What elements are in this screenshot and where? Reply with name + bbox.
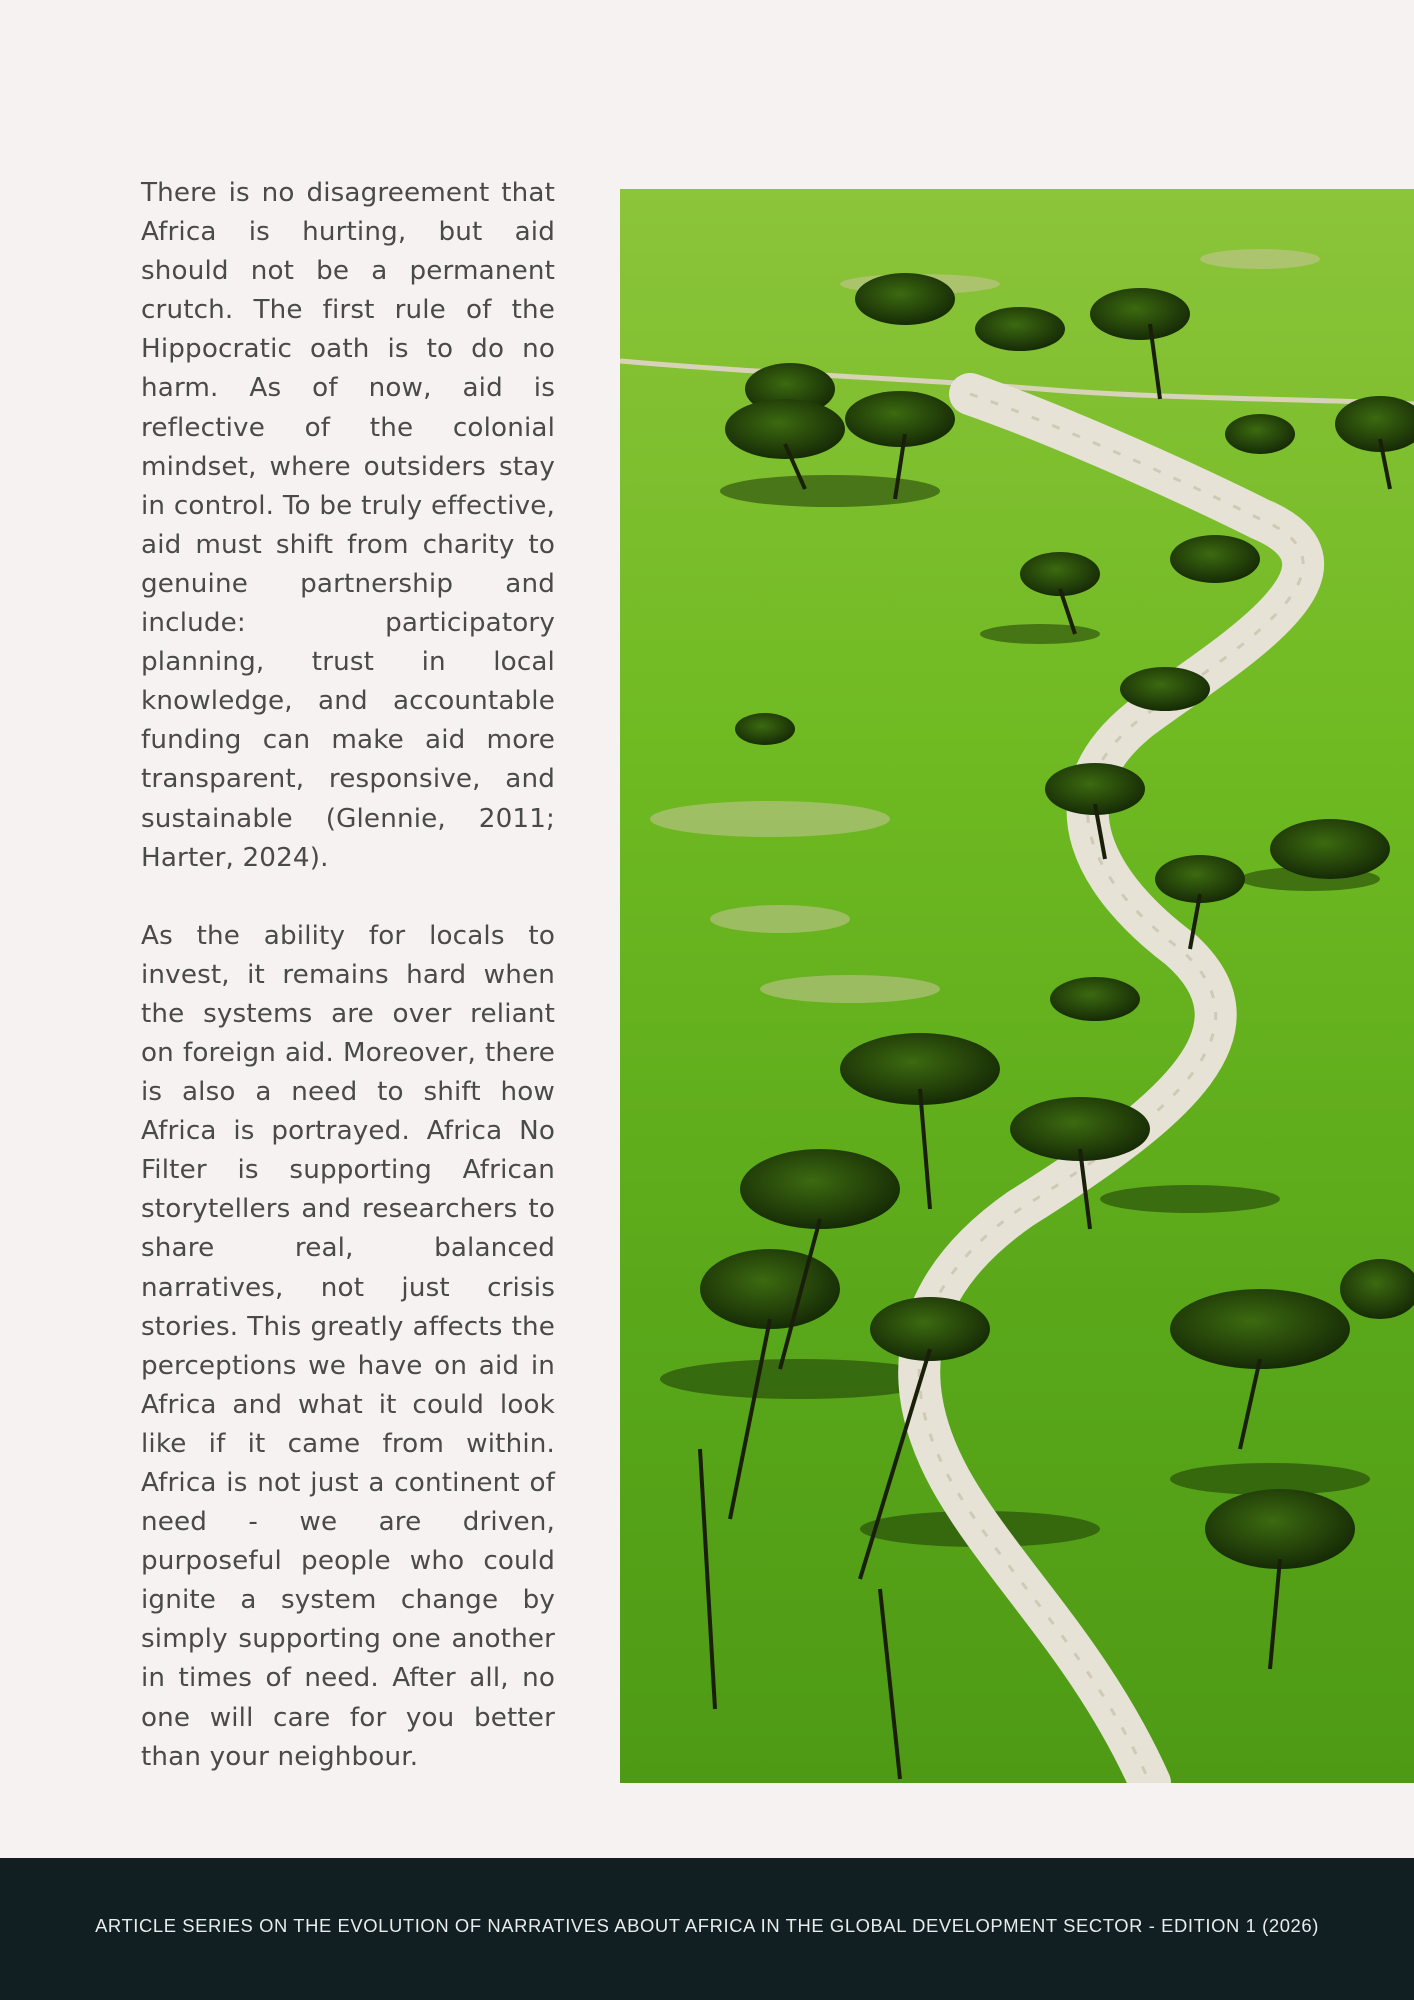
footer-series-caption: ARTICLE SERIES ON THE EVOLUTION OF NARRATIVES ABOUT AFRICA IN THE GLOBAL DEVELOPMENT SECTOR - EDITION 1 (2026): [95, 1915, 1319, 1936]
savanna-road-illustration: [620, 189, 1414, 1783]
article-paragraph-2: As the ability for locals to invest, it remains hard when the systems are over reliant on foreign aid. Moreover, there is also a need to shift how Africa is portrayed. Africa No Filter is supporting African storytellers and researchers to share real, balanced narratives, not just crisis stories. This greatly affects the perceptions we have on aid in Africa and what it could look like if it came from within. Africa is not just a continent of need - we are driven, purposeful people who could ignite a system change by simply supporting one another in times of need. After all, no one will care for you better than your neighbour.: [141, 920, 555, 1772]
article-paragraph-1: There is no disagreement that Africa is hurting, but aid should not be a permanent crutch. The first rule of the Hippocratic oath is to do no harm. As of now, aid is reflective of the colonial mindset, where outsiders stay in control. To be truly effective, aid must shift from charity to genuine partnership and include: participatory planning, trust in local knowledge, and accountable funding can make aid more transparent, responsive, and sustainable (Glennie, 2011; Harter, 2024).: [141, 178, 555, 873]
footer-bar: [0, 1858, 1414, 2000]
article-text-column: [141, 174, 555, 1777]
savanna-road-photo: [620, 189, 1414, 1783]
